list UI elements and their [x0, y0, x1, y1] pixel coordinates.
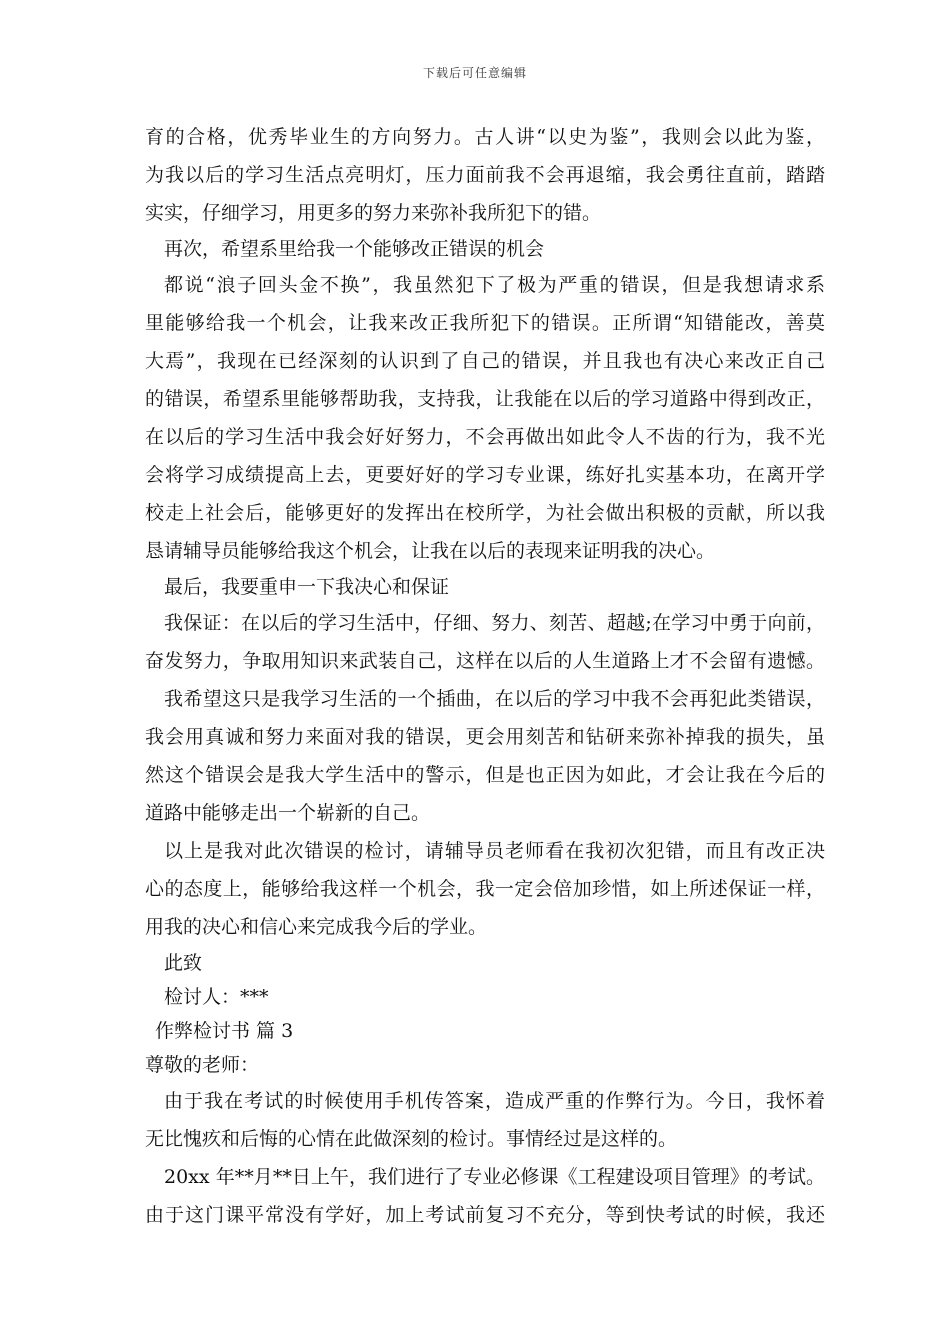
text-line: 我保证：在以后的学习生活中，仔细、努力、刻苦、超越;在学习中勇于向前， — [164, 612, 825, 634]
document-body — [145, 118, 825, 1234]
text-line: 里能够给我一个机会，让我来改正我所犯下的错误。正所谓“知错能改，善莫 — [145, 312, 825, 334]
section-heading: 最后，我要重申一下我决心和保证 — [164, 576, 450, 598]
text-line: 心的态度上，能够给我这样一个机会，我一定会倍加珍惜，如上所述保证一样， — [145, 878, 825, 900]
text-line: 校走上社会后，能够更好的发挥出在校所学，为社会做出积极的贡献，所以我 — [145, 502, 825, 524]
section-title: 作弊检讨书 篇 3 — [155, 1020, 294, 1042]
text-line: 恳请辅导员能够给我这个机会，让我在以后的表现来证明我的决心。 — [145, 540, 716, 562]
text-line: 无比愧疚和后悔的心情在此做深刻的检讨。事情经过是这样的。 — [145, 1128, 678, 1150]
page-header: 下载后可任意编辑 — [422, 66, 527, 80]
text-line: 由于这门课平常没有学好，加上考试前复习不充分，等到快考试的时候，我还 — [145, 1204, 825, 1226]
text-line: 的错误，希望系里能够帮助我，支持我，让我能在以后的学习道路中得到改正， — [145, 388, 825, 410]
text-line: 我希望这只是我学习生活的一个插曲，在以后的学习中我不会再犯此类错误， — [164, 688, 825, 710]
text-line: 育的合格，优秀毕业生的方向努力。古人讲“以史为鉴”，我则会以此为鉴， — [145, 126, 825, 148]
text-line: 大焉”，我现在已经深刻的认识到了自己的错误，并且我也有决心来改正自己 — [145, 350, 825, 372]
text-line: 然这个错误会是我大学生活中的警示，但是也正因为如此，才会让我在今后的 — [145, 764, 825, 786]
text-line: 由于我在考试的时候使用手机传答案，造成严重的作弊行为。今日，我怀着 — [164, 1090, 825, 1112]
section-heading: 再次，希望系里给我一个能够改正错误的机会 — [164, 238, 545, 260]
text-line: 奋发努力，争取用知识来武装自己，这样在以后的人生道路上才不会留有遗憾。 — [145, 650, 825, 672]
text-line: 道路中能够走出一个崭新的自己。 — [145, 802, 431, 824]
signature-line: 检讨人：*** — [164, 986, 269, 1008]
text-line: 以上是我对此次错误的检讨，请辅导员老师看在我初次犯错，而且有改正决 — [164, 840, 825, 862]
greeting: 尊敬的老师： — [145, 1054, 260, 1076]
text-line: 会将学习成绩提高上去，更要好好的学习专业课，练好扎实基本功，在离开学 — [145, 464, 825, 486]
text-line: 20xx 年**月**日上午，我们进行了专业必修课《工程建设项目管理》的考试。 — [164, 1166, 825, 1188]
text-line: 都说“浪子回头金不换”，我虽然犯下了极为严重的错误，但是我想请求系 — [164, 274, 825, 296]
closing-salutation: 此致 — [164, 952, 203, 974]
text-line: 用我的决心和信心来完成我今后的学业。 — [145, 916, 488, 938]
text-line: 实实，仔细学习，用更多的努力来弥补我所犯下的错。 — [145, 202, 602, 224]
text-line: 我会用真诚和努力来面对我的错误，更会用刻苦和钻研来弥补掉我的损失，虽 — [145, 726, 825, 748]
text-line: 在以后的学习生活中我会好好努力，不会再做出如此令人不齿的行为，我不光 — [145, 426, 825, 448]
text-line: 为我以后的学习生活点亮明灯，压力面前我不会再退缩，我会勇往直前，踏踏 — [145, 164, 825, 186]
